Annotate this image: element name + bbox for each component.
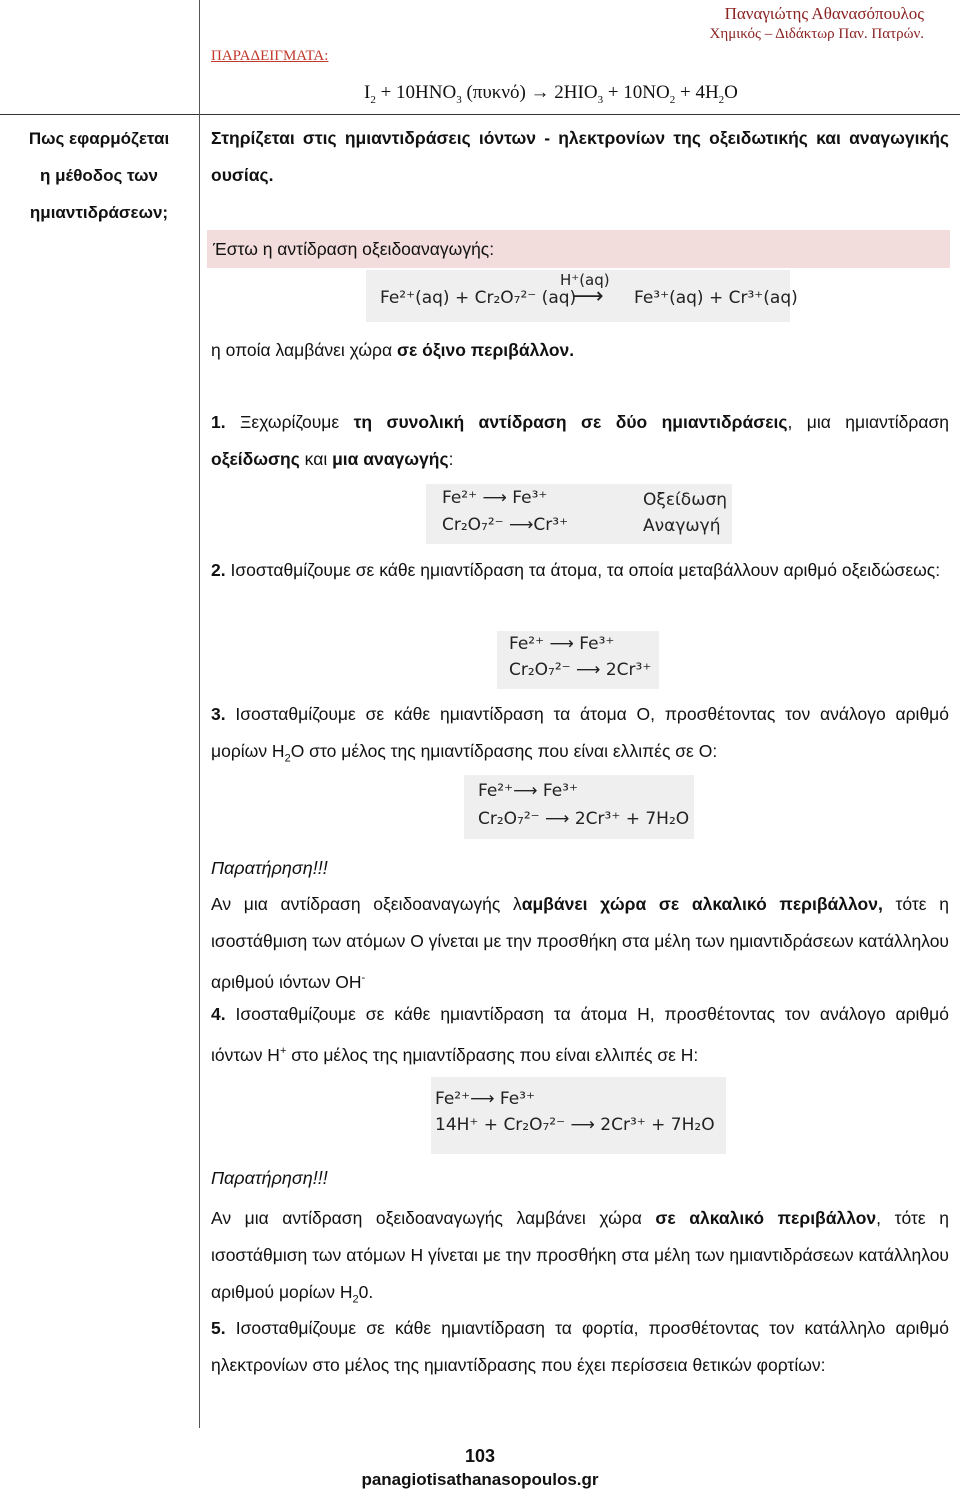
acid-environment-text: η οποία λαμβάνει χώρα σε όξινο περιβάλλον. [211, 340, 575, 360]
half-reaction-2: 14H⁺ + Cr₂O₇²⁻ ⟶ 2Cr³⁺ + 7H₂O [435, 1115, 715, 1135]
observation-title: Παρατήρηση!!! [211, 858, 328, 878]
reduction-label: Αναγωγή [643, 516, 721, 536]
step-5: 5. Ισοσταθμίζουμε σε κάθε ημιαντίδραση τα φορτία, προσθέτοντας τον κατάλληλο αριθμό ηλεκτρονίων στο μέλος της ημιαντίδρασης που έχει περίσσεια θετικών φορτίων: [211, 1318, 949, 1375]
footer-url: panagiotisathanasopoulos.gr [361, 1470, 599, 1489]
step-1-image [426, 484, 732, 544]
step-3-image [464, 775, 694, 839]
column-divider [199, 0, 200, 1428]
reaction-condition: H⁺(aq) [560, 271, 610, 289]
intro-paragraph: Στηρίζεται στις ημιαντιδράσεις ιόντων - ηλεκτρονίων της οξειδωτικής και αναγωγικής ουσίας. [211, 128, 949, 185]
step-4: 4. Ισοσταθμίζουμε σε κάθε ημιαντίδραση τα άτομα Η, προσθέτοντας τον ανάλογο αριθμό ιόντων Η+ στο μέλος της ημιαντίδρασης που είναι ελλιπές σε Η: [211, 1004, 949, 1065]
examples-label: ΠΑΡΑΔΕΙΓΜΑΤΑ: [211, 48, 329, 64]
page-header [710, 4, 924, 44]
reaction-left: Fe²⁺(aq) + Cr₂O₇²⁻ (aq) [380, 288, 577, 308]
step-2-image [497, 631, 659, 689]
reaction-equation-image [366, 270, 798, 322]
side-heading-line: ημιαντιδράσεων; [29, 203, 169, 222]
oxidation-label: Οξείδωση [643, 490, 727, 510]
step-4-image [431, 1077, 726, 1154]
reaction-right: Fe³⁺(aq) + Cr³⁺(aq) [634, 288, 798, 308]
observation-1-text: Αν μια αντίδραση οξειδοαναγωγής λαμβάνει χώρα σε αλκαλικό περιβάλλον, τότε η ισοστάθμιση των ατόμων Ο γίνεται με την προσθήκη στα μέλη των ημιαντιδράσεων κατάλληλου αριθμού ιόντων ΟΗ- [211, 894, 950, 992]
half-reaction-2: Cr₂O₇²⁻ ⟶ 2Cr³⁺ [509, 660, 652, 680]
half-reaction-1: Fe²⁺⟶ Fe³⁺ [478, 781, 578, 801]
half-reaction-1: Fe²⁺⟶ Fe³⁺ [435, 1089, 535, 1109]
half-reaction-1: Fe²⁺ ⟶ Fe³⁺ [509, 634, 615, 654]
side-heading-line: η μέθοδος των [40, 166, 158, 185]
section-divider [0, 114, 960, 115]
step-1: 1. Ξεχωρίζουμε τη συνολική αντίδραση σε δύο ημιαντιδράσεις, μια ημιαντίδραση οξείδωσης και μια αναγωγής: [211, 412, 949, 469]
half-reaction-2: Cr₂O₇²⁻ ⟶Cr³⁺ [442, 515, 569, 535]
half-reaction-1: Fe²⁺ ⟶ Fe³⁺ [442, 488, 548, 508]
step-2: 2. Ισοσταθμίζουμε σε κάθε ημιαντίδραση τα άτομα, τα οποία μεταβάλλουν αριθμό οξειδώσεως: [211, 560, 941, 580]
side-heading-line: Πως εφαρμόζεται [28, 129, 170, 148]
reaction-arrow: ⟶ [572, 284, 604, 309]
page-number: 103 [464, 1446, 496, 1466]
observation-title: Παρατήρηση!!! [211, 1168, 328, 1188]
step-3: 3. Ισοσταθμίζουμε σε κάθε ημιαντίδραση τα άτομα Ο, προσθέτοντας τον ανάλογο αριθμό μορίων $H_2O$ στο μέλος της ημιαντίδρασης που είναι ελλιπές σε Ο: [211, 704, 949, 765]
let-reaction-text: Έστω η αντίδραση οξειδοαναγωγής: [213, 239, 495, 259]
side-heading [10, 120, 188, 231]
author-role: Χημικός – Διδάκτωρ Παν. Πατρών. [709, 26, 924, 42]
top-equation: $I_2 + 10HNO_3$ $(\pi\upsilon\kappa\nu ό) \to 2HIO_3 + 10NO_2 + 4H_2O$ [364, 82, 738, 106]
observation-2-text: Αν μια αντίδραση οξειδοαναγωγής λαμβάνει χώρα σε αλκαλικό περιβάλλον, τότε η ισοστάθμιση των ατόμων Η γίνεται με την προσθήκη στα μέλη των ημιαντιδράσεων κατάλληλου αριθμού μορίων $H_20$. [211, 1208, 949, 1306]
author-name: Παναγιώτης Αθανασόπουλος [724, 4, 924, 23]
half-reaction-2: Cr₂O₇²⁻ ⟶ 2Cr³⁺ + 7H₂O [478, 809, 690, 829]
